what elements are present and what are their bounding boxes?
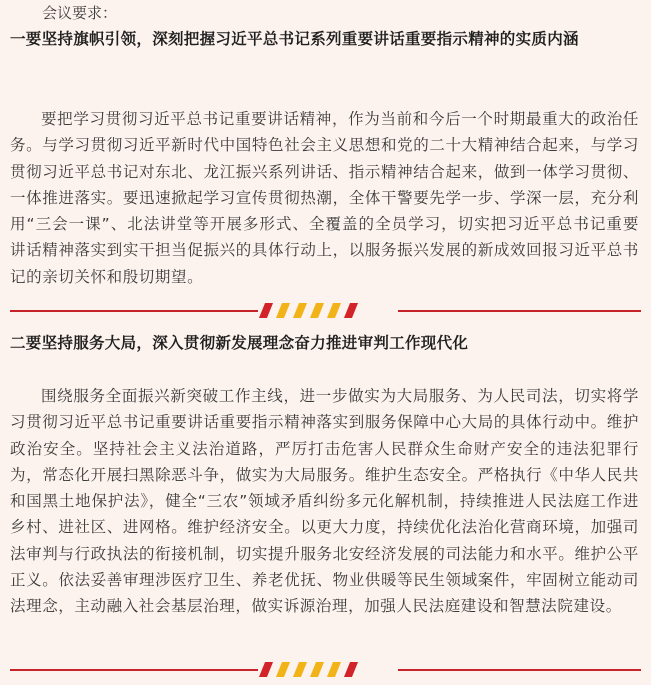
section-1-body: 要把学习贯彻习近平总书记重要讲话精神，作为当前和今后一个时期最重大的政治任务。与学习贯彻习近平新时代中国特色社会主义思想和党的二十大精神结合起来，与学习贯彻习近平总书记对东北、龙江振兴系列讲话、指示精神结合起来，做到一体学习贯彻、一体推进落实。要迅速掀起学习宣传贯彻热潮，全体干警要先学一步、学深一层，充分利用“三会一课”、北法讲堂等开展多形式、全覆盖的全员学习，切实把习近平总书记重要讲话精神落实到实干担当促振兴的具体行动上，以服务振兴发展的新成效回报习近平总书记的亲切关怀和殷切期望。 [10, 110, 639, 286]
divider-line-left [10, 310, 258, 312]
divider-stripe [327, 662, 341, 677]
divider-stripes [262, 662, 392, 678]
divider-stripes [262, 303, 392, 319]
divider-stripe [327, 303, 341, 318]
intro-label: 会议要求： [42, 4, 118, 22]
divider-stripe [344, 662, 358, 677]
divider-stripe [293, 303, 307, 318]
section-2-heading: 二要坚持服务大局，深入贯彻新发展理念奋力推进审判工作现代化 [10, 334, 469, 352]
divider-stripe [344, 303, 358, 318]
divider-line-right [398, 669, 641, 671]
section-2-body: 围绕服务全面振兴新突破工作主线，进一步做实为大局服务、为人民司法，切实将学习贯彻习近平总书记重要讲话重要指示精神落实到服务保障中心大局的具体行动中。维护政治安全。坚持社会主义法治道路，严厉打击危害人民群众生命财产安全的违法犯罪行为，常态化开展扫黑除恶斗争，做实为大局服务。维护生态安全。严格执行《中华人民共和国黑土地保护法》，健全“三农”领域矛盾纠纷多元化解机制，持续推进人民法庭工作进乡村、进社区、进网格。维护经济安全。以更大力度，持续优化法治化营商环境，加强司法审判与行政执法的衔接机制，切实提升服务北安经济发展的司法能力和水平。维护公平正义。依法妥善审理涉医疗卫生、养老优抚、物业供暖等民生领域案件，牢固树立能动司法理念，主动融入社会基层治理，做实诉源治理，加强人民法庭建设和智慧法院建设。 [10, 387, 639, 616]
divider-stripe [259, 303, 273, 318]
section-1-heading: 一要坚持旗帜引领，深刻把握习近平总书记系列重要讲话重要指示精神的实质内涵 [10, 30, 579, 48]
divider-stripe [259, 662, 273, 677]
divider-stripe [310, 662, 324, 677]
divider-stripe [276, 303, 290, 318]
divider-stripe [310, 303, 324, 318]
divider-line-right [398, 310, 641, 312]
section-divider [0, 662, 651, 678]
divider-stripe [293, 662, 307, 677]
divider-stripe [276, 662, 290, 677]
section-divider [0, 303, 651, 319]
divider-line-left [10, 669, 258, 671]
